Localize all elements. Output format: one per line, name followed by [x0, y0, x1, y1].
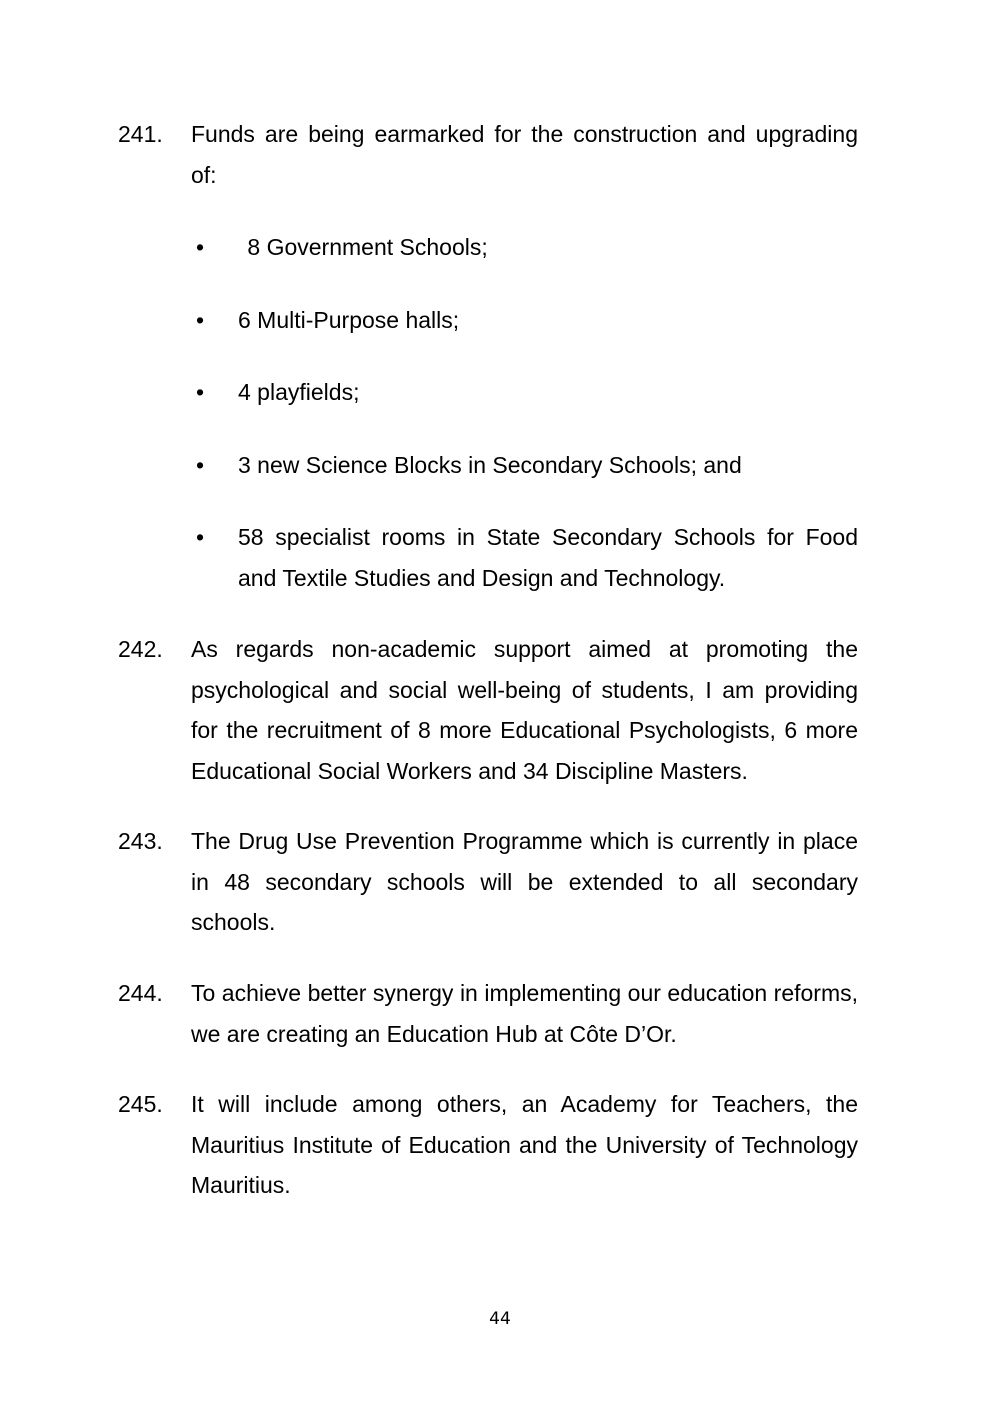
paragraph-text: The Drug Use Prevention Programme which is currently in place in 48 secondary schools will be extended to all secondary schools.: [191, 828, 858, 935]
paragraph-text: As regards non-academic support aimed at promoting the psychological and social well-being of students, I am providing for the recruitment of 8 more Educational Psychologists, 6 more Educational Social Workers and 34 Discipline Masters.: [191, 636, 858, 784]
paragraph-241: [118, 114, 858, 195]
list-item: [190, 445, 858, 486]
paragraph-text: To achieve better synergy in implementing our education reforms, we are creating an Education Hub at Côte D’Or.: [191, 980, 858, 1047]
list-item: [190, 227, 858, 268]
list-item-text: 3 new Science Blocks in Secondary Schools; and: [238, 452, 742, 478]
bullet-icon: •: [195, 307, 205, 333]
paragraph-242: [118, 629, 858, 791]
paragraph-number: 243.: [118, 828, 163, 854]
list-item-text: 58 specialist rooms in State Secondary Schools for Food and Textile Studies and Design and Technology.: [238, 524, 858, 591]
paragraph-text: Funds are being earmarked for the construction and upgrading of:: [191, 121, 858, 188]
list-item-text: 4 playfields;: [238, 379, 360, 405]
paragraph-number: 242.: [118, 636, 163, 662]
list-item-text: 8 Government Schools;: [241, 234, 488, 260]
paragraph-243: [118, 821, 858, 943]
page-number: 44: [489, 1309, 511, 1329]
paragraph-text: It will include among others, an Academy for Teachers, the Mauritius Institute of Education and the University of Technology Mauritius.: [191, 1091, 858, 1198]
list-item: [190, 372, 858, 413]
bullet-icon: •: [195, 379, 205, 405]
paragraph-245: [118, 1084, 858, 1206]
list-item: [190, 517, 858, 598]
paragraph-244: [118, 973, 858, 1054]
paragraph-number: 241.: [118, 121, 163, 147]
list-item-text: 6 Multi-Purpose halls;: [238, 307, 460, 333]
paragraph-number: 245.: [118, 1091, 163, 1117]
bullet-icon: •: [195, 524, 205, 550]
paragraph-number: 244.: [118, 980, 163, 1006]
bullet-icon: •: [195, 452, 205, 478]
bullet-icon: •: [195, 234, 205, 260]
list-item: [190, 300, 858, 341]
